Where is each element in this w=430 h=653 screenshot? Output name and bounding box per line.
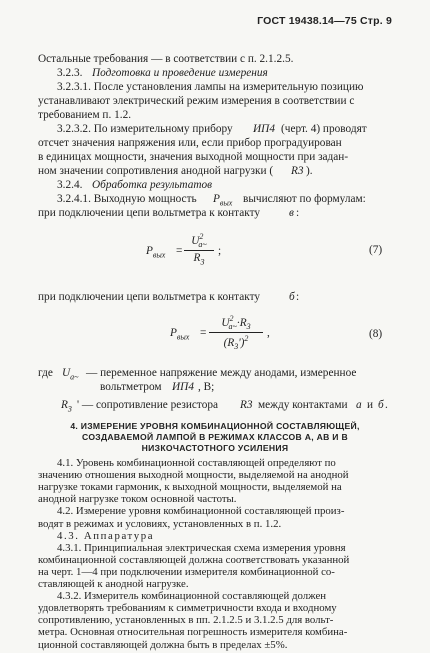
text-segment: комбинационной составляющей должна соответствовать указанной	[38, 553, 350, 566]
contact-ref: б	[289, 291, 295, 303]
text-segment: анодной нагрузке током основной частоты.	[38, 493, 237, 506]
text-segment: сопротивлению, установленных в пп. 2.1.2.5 и 3.1.2.5 для вольт-	[38, 614, 334, 627]
formula-subscript: a~	[228, 322, 237, 332]
section-heading-line: НИЗКОЧАСТОТНОГО УСИЛЕНИЯ	[141, 443, 289, 453]
instrument-ref: ИП4	[172, 381, 194, 393]
text-segment: вычисляют по формулам:	[243, 193, 366, 205]
text-segment: в единицах мощности, значения выходной мощности при задан-	[38, 151, 349, 163]
formula-superscript: 2	[199, 232, 204, 241]
text-segment: метра. Основная относительная погрешность измерителя комбина-	[38, 626, 348, 639]
page-header: ГОСТ 19438.14—75 Стр. 9	[257, 15, 392, 27]
subsection-title: Обработка результатов	[92, 179, 213, 191]
formula-symbol: P	[146, 245, 153, 257]
text-segment: 3.2.3.1. После установления лампы на измерительную позицию	[57, 81, 364, 93]
text-segment: устанавливают электрический режим измерения в соответствии с	[38, 95, 355, 107]
fraction-numerator	[184, 232, 214, 251]
fraction-denominator	[184, 251, 214, 266]
formula-fraction	[184, 232, 214, 266]
symbol-subscript: a~	[70, 372, 79, 382]
resistor-ref: R3	[240, 399, 253, 411]
section-heading-line: СОЗДАВАЕМОЙ ЛАМПОЙ В РЕЖИМАХ КЛАССОВ А, АВ И В	[82, 432, 348, 442]
symbol-subscript: вых	[219, 198, 233, 208]
text-segment: .	[385, 399, 388, 411]
formula-symbol: (R	[223, 336, 235, 349]
text-segment: при подключении цепи вольтметра к контакту	[38, 207, 261, 219]
formula-symbol: P	[170, 327, 177, 339]
contact-ref: б	[378, 399, 384, 411]
formula-fraction	[209, 314, 263, 351]
formula-symbol: ')	[238, 336, 245, 349]
text-segment: ).	[306, 165, 313, 177]
formula-lhs	[146, 245, 165, 259]
formula-subscript: 3	[200, 257, 205, 267]
formula-subscript: 3	[234, 342, 239, 352]
symbol	[61, 398, 72, 416]
text-segment: нагрузке токами гармоник, к выходной мощности, выделяемой на	[38, 481, 342, 494]
text-segment: (черт. 4) проводят	[281, 123, 367, 135]
contact-ref: в	[289, 207, 294, 219]
formula-superscript: 2	[244, 334, 249, 344]
equation-number: (8)	[369, 328, 383, 340]
text-segment: :	[296, 207, 300, 219]
instrument-ref: ИП4	[253, 123, 275, 135]
text-segment: 3.2.3.2. По измерительному прибору	[57, 123, 233, 135]
text-segment: 4.3.1. Принципиальная электрическая схема измерения уровня	[57, 541, 346, 554]
formula-symbol: U	[221, 316, 230, 329]
symbol-letter: P	[213, 193, 220, 205]
fraction-numerator	[209, 314, 263, 333]
text-segment: 4.1. Уровень комбинационной составляющей определяют по	[57, 457, 336, 469]
symbol	[62, 366, 79, 384]
text-segment: ном значении сопротивления анодной нагрузки (	[38, 165, 274, 177]
symbol-subscript: 3	[67, 404, 72, 414]
subsection-number: 3.2.4.	[57, 179, 83, 191]
section-heading-line: 4. ИЗМЕРЕНИЕ УРОВНЯ КОМБИНАЦИОННОЙ СОСТАВЛЯЮЩЕЙ,	[70, 421, 360, 431]
formula-tail: ;	[218, 245, 222, 257]
subsection-title: Подготовка и проведение измерения	[92, 67, 268, 79]
equals-sign: =	[176, 245, 183, 257]
resistor-ref: R3	[291, 165, 304, 177]
text-segment: 3.2.4.1. Выходную мощность	[57, 193, 197, 205]
text-segment: требованием п. 1.2.	[38, 109, 132, 121]
formula-8-spacer	[146, 266, 336, 306]
formula-subscript: вых	[176, 332, 190, 342]
text-segment: и	[367, 399, 374, 411]
text-segment: водят в режимах и условиях, установленных в п. 1.2.	[38, 517, 282, 530]
text-segment: , В;	[198, 381, 215, 393]
formula-symbol: R	[193, 252, 201, 265]
text-segment: вольтметром	[100, 381, 162, 393]
formula-lhs	[170, 327, 189, 341]
equation-number: (7)	[369, 244, 383, 256]
formula-symbol: U	[191, 234, 200, 247]
text-segment: ционной составляющей должна быть в пределах ±5%.	[38, 638, 288, 651]
formula-tail: ,	[267, 327, 270, 339]
text-segment: — переменное напряжение между анодами, измеренное	[86, 367, 357, 379]
equals-sign: =	[200, 327, 207, 339]
formula-subscript: вых	[152, 250, 166, 260]
text-segment: удовлетворять требованиям к симметричности входа и входному	[38, 602, 337, 615]
text-segment: значению отношения выходной мощности, выделяемой на анодной	[38, 469, 349, 482]
subsection-number: 3.2.3.	[57, 67, 83, 79]
fraction-denominator	[209, 333, 263, 351]
symbol-letter: R	[61, 399, 68, 411]
text-segment: на черт. 1—4 при подключении измерителя комбинационной со-	[38, 565, 335, 578]
formula-symbol: ·R	[236, 316, 247, 329]
text-segment: ' — сопротивление резистора	[77, 399, 219, 411]
contact-ref: а	[356, 399, 362, 411]
text-segment: где	[38, 367, 53, 379]
text-segment: при подключении цепи вольтметра к контакту	[38, 291, 261, 303]
text-segment: 4.2. Измерение уровня комбинационной составляющей произ-	[57, 505, 345, 518]
text-segment: между контактами	[258, 399, 348, 411]
text-segment: ставляющей к анодной нагрузке.	[38, 578, 189, 590]
symbol-letter: U	[62, 367, 71, 379]
formula-superscript: 2	[229, 314, 234, 323]
text-segment: 4.3. Аппаратура	[57, 529, 155, 542]
text-segment: :	[296, 291, 300, 303]
formula-subscript: a~	[198, 240, 207, 250]
formula-subscript: 3	[246, 322, 251, 332]
text-segment: Остальные требования — в соответствии с п. 2.1.2.5.	[38, 53, 294, 65]
text-segment: отсчет значения напряжения или, если прибор проградуирован	[38, 137, 342, 149]
formula-8	[170, 314, 340, 358]
text-segment: 4.3.2. Измеритель комбинационной составляющей должен	[57, 590, 327, 603]
